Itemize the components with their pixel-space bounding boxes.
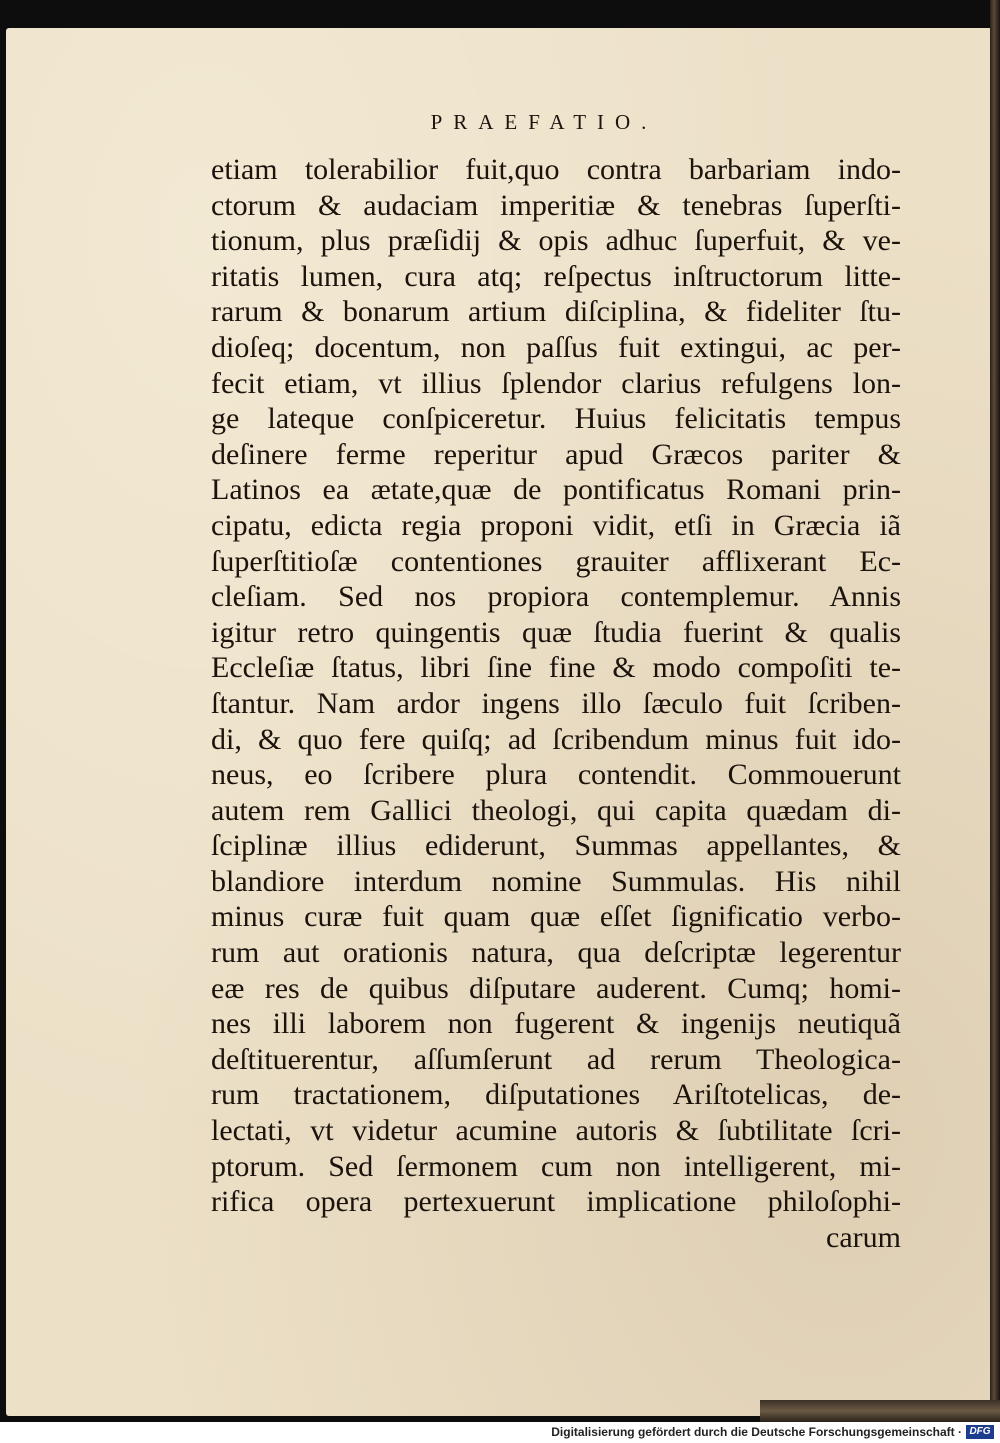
text-line: deſtituerentur, aſſumſerunt ad rerum Theologica- [211, 1042, 901, 1076]
book-page [6, 28, 992, 1416]
text-line: ptorum. Sed ſermonem cum non intelligerent, mi- [211, 1149, 901, 1183]
text-line: tionum, plus præſidij & opis adhuc ſuperfuit, & ve- [211, 224, 901, 258]
text-line: rifica opera pertexuerunt implicatione philoſophi- [211, 1185, 901, 1219]
text-line: neus, eo ſcribere plura contendit. Commouerunt [211, 758, 901, 792]
text-line: lectati, vt videtur acumine autoris & ſubtilitate ſcri- [211, 1114, 901, 1148]
text-line: igitur retro quingentis quæ ſtudia fuerint & qualis [211, 615, 901, 649]
text-line: Eccleſiæ ſtatus, libri ſine fine & modo compoſiti te- [211, 651, 901, 685]
catchword: carum [826, 1220, 901, 1254]
text-line: ſciplinæ illius ediderunt, Summas appellantes, & [211, 829, 901, 863]
text-line: di, & quo fere quiſq; ad ſcribendum minus fuit ido- [211, 722, 901, 756]
text-line: ritatis lumen, cura atq; reſpectus inſtructorum litte- [211, 259, 901, 293]
text-line: ſuperſtitioſæ contentiones grauiter afflixerant Ec- [211, 544, 901, 578]
text-line: eæ res de quibus diſputare auderent. Cumq; homi- [211, 971, 901, 1005]
text-line: etiam tolerabilior fuit,quo contra barbariam indo- [211, 153, 901, 186]
text-line: minus curæ fuit quam quæ eſſet ſignificatio verbo- [211, 900, 901, 934]
text-line: ſtantur. Nam ardor ingens illo ſæculo fuit ſcriben- [211, 686, 901, 720]
text-line: rarum & bonarum artium diſciplina, & fideliter ſtu- [211, 295, 901, 329]
book-edge-bottom [760, 1400, 1000, 1422]
text-line: ctorum & audaciam imperitiæ & tenebras ſuperſti- [211, 188, 901, 222]
footer-bar [0, 1422, 1000, 1443]
dfg-logo-icon: DFG [966, 1425, 994, 1439]
book-edge-right [990, 0, 1000, 1443]
text-line: autem rem Gallici theologi, qui capita quædam di- [211, 793, 901, 827]
text-line: rum tractationem, diſputationes Ariſtotelicas, de- [211, 1078, 901, 1112]
text-line: deſinere ferme reperitur apud Græcos pariter & [211, 437, 901, 471]
text-line: cleſiam. Sed nos propiora contemplemur. Annis [211, 580, 901, 614]
funding-credit: Digitalisierung gefördert durch die Deutsche Forschungsgemeinschaft · [551, 1425, 962, 1439]
text-line: ge lateque conſpiceretur. Huius felicitatis tempus [211, 402, 901, 436]
running-head: PRAEFATIO. [430, 110, 658, 134]
text-line: fecit etiam, vt illius ſplendor clarius refulgens lon- [211, 366, 901, 400]
text-line: dioſeq; docentum, non paſſus fuit extingui, ac per- [211, 330, 901, 364]
text-block [211, 152, 901, 1255]
text-line: rum aut orationis natura, qua deſcriptæ legerentur [211, 936, 901, 970]
text-line: Latinos ea ætate,quæ de pontificatus Romani prin- [211, 473, 901, 507]
text-line: cipatu, edicta regia proponi vidit, etſi in Græcia iã [211, 508, 901, 542]
text-line: nes illi laborem non fugerent & ingenijs neutiquã [211, 1007, 901, 1041]
text-line: blandiore interdum nomine Summulas. His nihil [211, 864, 901, 898]
